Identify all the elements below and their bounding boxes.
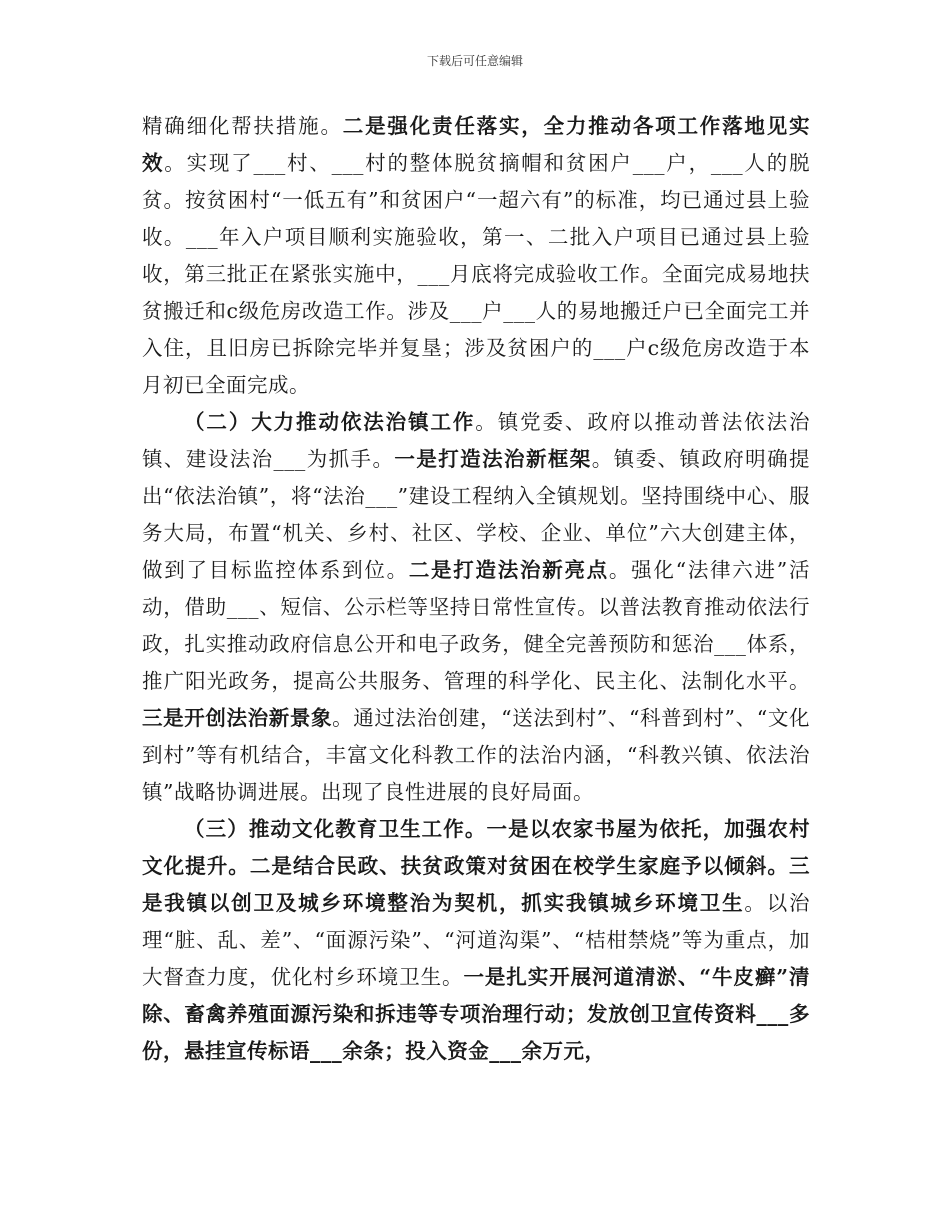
text-run: 。镇委、镇政府明确提出“依法治镇”，将“法治___”建设工程纳入全镇规划。坚持围绕中心、服务大局，布置“机关、乡村、社区、学校、企业、单位”六大创建主体，做到了目标监控体系到位。 <box>142 447 811 582</box>
text-run: 精确细化帮扶措施。 <box>142 114 343 138</box>
bold-text-run: 一是扎实开展河道清淤、“牛皮癣”清除、畜禽养殖面源污染和拆违等专项治理行动；发放创卫宣传资料___多份，悬挂宣传标语___余条；投入资金___余万元， <box>142 965 811 1063</box>
bold-text-run: 二是强化责任落实，全力推动各项工作落地见实效 <box>142 114 811 175</box>
page-header-note: 下载后可任意编辑 <box>426 54 523 68</box>
bold-text-run: 三是开创法治新景象 <box>142 706 333 730</box>
text-run: 。以治理“脏、乱、差”、“面源污染”、“河道沟渠”、“桔柑禁烧”等为重点，加大督查力度，优化村乡环境卫生。 <box>142 891 811 989</box>
text-run: 。镇党委、政府以推动普法依法治镇、建设法治___为抓手。 <box>142 410 810 471</box>
text-run: 。实现了___村、___村的整体脱贫摘帽和贫困户___户，___人的脱贫。按贫困村“一低五有”和贫困户“一超六有”的标准，均已通过县上验收。___年入户项目顺利实施验收，第一、二批入户项目已通过县上验收，第三批正在紧张实施中，___月底将完成验收工作。全面完成易地扶贫搬迁和c级危房改造工作。涉及___户___人的易地搬迁户已全面完工并入住，且旧房已拆除完毕并复垦；涉及贫困户的___户c级危房改造于本月初已全面完成。 <box>142 151 810 397</box>
text-run: 。强化“法律六进”活动，借助___、短信、公示栏等坚持日常性宣传。以普法教育推动依法行政，扎实推动政府信息公开和电子政务，健全完善预防和惩治___体系，推广阳光政务，提高公共服务、管理的科学化、民主化、法制化水平。 <box>142 558 810 693</box>
bold-text-run: （三）推动文化教育卫生工作。一是以农家书屋为依托，加强农村文化提升。二是结合民政、扶贫政策对贫困在校学生家庭予以倾斜。三是我镇以创卫及城乡环境整治为契机，抓实我镇城乡环境卫生 <box>142 817 810 915</box>
paragraph-rule-of-law <box>142 404 810 811</box>
paragraph-culture-education-health <box>142 811 810 1070</box>
text-run: 。通过法治创建，“送法到村”、“科普到村”、“文化到村”等有机结合，丰富文化科教工作的法治内涵，“科教兴镇、依法治镇”战略协调进展。出现了良性进展的良好局面。 <box>142 706 811 804</box>
document-body <box>142 108 810 1070</box>
bold-text-run: 一是打造法治新框架 <box>394 447 592 471</box>
bold-text-run: （二）大力推动依法治镇工作 <box>184 410 476 434</box>
bold-text-run: 二是打造法治新亮点 <box>408 558 609 582</box>
paragraph-poverty-alleviation <box>142 108 810 404</box>
